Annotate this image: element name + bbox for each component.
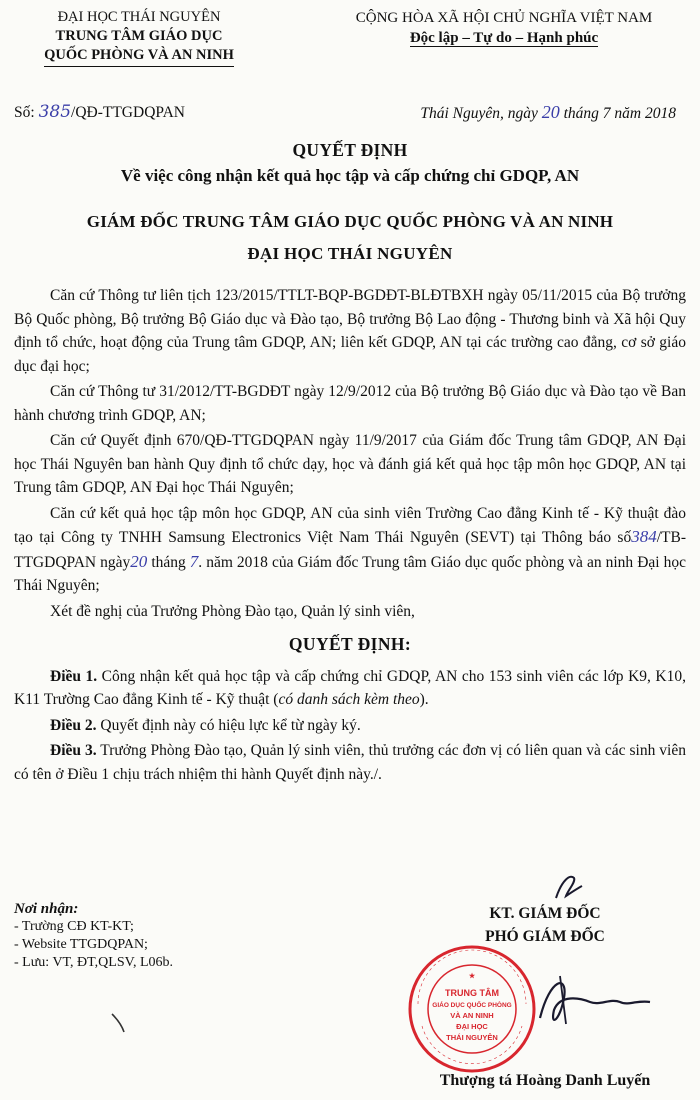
svg-text:GIÁO DỤC QUỐC PHÒNG: GIÁO DỤC QUỐC PHÒNG xyxy=(432,1002,512,1009)
recipient-item: - Lưu: VT, ĐT,QLSV, L06b. xyxy=(14,955,173,970)
handwritten-initial-mark xyxy=(548,870,588,904)
recipient-item: - Trường CĐ KT-KT; xyxy=(14,919,134,934)
national-title: CỘNG HÒA XÃ HỘI CHỦ NGHĨA VIỆT NAM xyxy=(355,10,653,26)
handwritten-signature xyxy=(520,968,660,1038)
signature-position: PHÓ GIÁM ĐỐC xyxy=(485,928,605,945)
signature-block xyxy=(430,902,660,948)
doc-number-handwritten: 385 xyxy=(38,102,72,122)
decision-heading: QUYẾT ĐỊNH: xyxy=(288,634,412,654)
p4-handwritten-month: 7 xyxy=(189,551,199,571)
decision-title: QUYẾT ĐỊNH xyxy=(292,140,408,160)
svg-text:ĐẠI HỌC: ĐẠI HỌC xyxy=(456,1022,488,1031)
svg-text:★: ★ xyxy=(468,973,476,980)
svg-text:VÀ AN NINH: VÀ AN NINH xyxy=(450,1011,494,1020)
basis-paragraph-4 xyxy=(14,502,686,598)
national-header xyxy=(318,8,690,48)
national-motto: Độc lập – Tự do – Hạnh phúc xyxy=(409,30,599,46)
date-suffix: tháng 7 năm 2018 xyxy=(559,105,676,122)
p4-text-3: tháng xyxy=(147,553,190,571)
article-2-label: Điều 2. xyxy=(50,716,97,734)
article-1-end: ). xyxy=(419,691,429,708)
issuer-line2: ĐẠI HỌC THÁI NGUYÊN xyxy=(247,244,453,263)
recipients-title: Nơi nhận: xyxy=(14,901,79,917)
document-date xyxy=(420,102,676,123)
agency-name-line2: QUỐC PHÒNG VÀ AN NINH xyxy=(44,46,234,67)
svg-text:TRUNG TÂM: TRUNG TÂM xyxy=(445,988,499,998)
doc-number-suffix: /QĐ-TTGDQPAN xyxy=(71,104,185,121)
article-3-text: Trưởng Phòng Đào tạo, Quản lý sinh viên, thủ trưởng các đơn vị có liên quan và các sinh viên có tên ở Điều 1 chịu trách nhiệm thi hành Quyết định này./. xyxy=(14,742,686,783)
agency-name-line1: TRUNG TÂM GIÁO DỤC xyxy=(55,28,223,44)
basis-paragraph-1: Căn cứ Thông tư liên tịch 123/2015/TTLT-BQP-BGDĐT-BLĐTBXH ngày 05/11/2015 của Bộ trưởng Bộ Quốc phòng, Bộ trưởng Bộ Giáo dục và Đào tạo, Bộ trưởng Bộ Lao động - Thương binh và Xã hội Quy định tổ chức, hoạt động của Trung tâm GDQP, AN; liên kết GDQP, AN tại các trường cao đẳng, cơ sở giáo dục đại học; xyxy=(14,287,686,375)
p4-handwritten-day: 20 xyxy=(130,551,148,571)
article-1-note: có danh sách kèm theo xyxy=(278,691,420,708)
p4-text-4: . năm 2018 của Giám đốc Trung tâm Giáo dục quốc phòng và an ninh Đại học Thái Nguyên; xyxy=(14,553,687,594)
decision-subject: Về việc công nhận kết quả học tập và cấp chứng chỉ GDQP, AN xyxy=(120,166,580,185)
signature-authority: KT. GIÁM ĐỐC xyxy=(489,905,601,922)
article-1 xyxy=(14,665,686,712)
article-3 xyxy=(14,739,686,786)
basis-paragraph-2: Căn cứ Thông tư 31/2012/TT-BGDĐT ngày 12/9/2012 của Bộ trưởng Bộ Giáo dục và Đào tạo về Ban hành chương trình GDQP, AN; xyxy=(14,383,686,424)
recipient-item: - Website TTGDQPAN; xyxy=(14,937,148,952)
date-prefix: Thái Nguyên, ngày xyxy=(420,105,542,122)
article-2-text: Quyết định này có hiệu lực kể từ ngày ký. xyxy=(96,716,361,734)
parent-agency: ĐẠI HỌC THÁI NGUYÊN xyxy=(57,9,221,25)
article-1-text: Công nhận kết quả học tập và cấp chứng chỉ GDQP, AN cho 153 sinh viên các lớp K9, K10, K11 Trường Cao đẳng Kinh tế - Kỹ thuật ( xyxy=(14,667,686,708)
doc-number-prefix: Số: xyxy=(14,104,39,121)
issuer-line1: GIÁM ĐỐC TRUNG TÂM GIÁO DỤC QUỐC PHÒNG VÀ AN NINH xyxy=(86,212,614,231)
recipients-list xyxy=(14,900,173,972)
svg-text:THÁI NGUYÊN: THÁI NGUYÊN xyxy=(446,1033,498,1042)
article-2 xyxy=(14,714,686,738)
signer-name: Thượng tá Hoàng Danh Luyến xyxy=(439,1072,651,1089)
proposal-paragraph: Xét đề nghị của Trưởng Phòng Đào tạo, Quản lý sinh viên, xyxy=(50,602,415,620)
article-3-label: Điều 3. xyxy=(50,742,97,759)
p4-handwritten-number: 384 xyxy=(631,527,657,546)
p4-text-1: Căn cứ kết quả học tập môn học GDQP, AN của sinh viên Trường Cao đẳng Kinh tế - Kỹ thuật đào tạo tại Công ty TNHH Samsung Electronics Việt Nam Thái Nguyên (SEVT) tại Thông báo số xyxy=(14,504,686,546)
p4-text-2: /TB-TTGDQPAN ngày xyxy=(14,529,686,571)
issuing-agency-header xyxy=(14,8,264,67)
date-day-handwritten: 20 xyxy=(541,102,560,122)
small-ink-mark xyxy=(108,1010,130,1036)
article-1-label: Điều 1. xyxy=(50,667,98,685)
basis-paragraph-3: Căn cứ Quyết định 670/QĐ-TTGDQPAN ngày 11/9/2017 của Giám đốc Trung tâm GDQP, AN Đại học Thái Nguyên ban hành Quy định tổ chức dạy, học và đánh giá kết quả học tập môn học GDQP, AN tại Trung tâm GDQP, AN Đại học Thái Nguyên; xyxy=(14,432,686,496)
document-number xyxy=(14,102,185,122)
decision-body xyxy=(14,284,686,788)
